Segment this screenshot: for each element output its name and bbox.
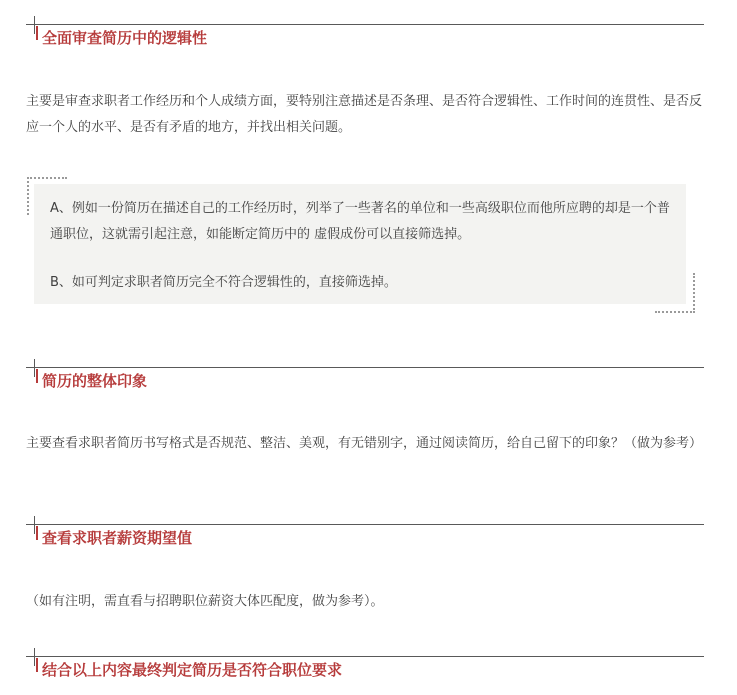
heading-title: 全面审查简历中的逻辑性 [42,29,208,47]
heading-accent-bar [36,526,38,540]
quote-box [34,184,686,304]
quote-item-b: B、如可判定求职者简历完全不符合逻辑性的，直接筛选掉。 [50,275,397,290]
heading-accent-bar [36,369,38,383]
heading-cross-mark [34,16,35,34]
heading-divider [26,656,704,657]
section-heading-conclusion [26,648,704,678]
heading-cross-mark [34,516,35,534]
section-heading-salary [26,516,704,546]
heading-accent-bar [36,658,38,672]
quote-item-a: A、例如一份简历在描述自己的工作经历时，列举了一些著名的单位和一些高级职位而他所应聘的却是一个普通职位，这就需引起注意，如能断定简历中的 虚假成份可以直接筛选掉。 [50,201,670,242]
quote-corner-decoration [27,177,29,215]
quote-corner-decoration [693,273,695,313]
heading-title: 简历的整体印象 [42,372,148,390]
heading-cross-mark [34,359,35,377]
section-heading-impression [26,359,704,389]
section-heading-logic [26,16,704,46]
heading-accent-bar [36,26,38,40]
quote-corner-decoration [27,177,67,179]
heading-title: 结合以上内容最终判定简历是否符合职位要求 [42,661,343,679]
heading-title: 查看求职者薪资期望值 [42,529,193,547]
heading-divider [26,24,704,25]
heading-cross-mark [34,648,35,666]
heading-divider [26,367,704,368]
section-body-impression: 主要查看求职者简历书写格式是否规范、整洁、美观，有无错别字，通过阅读简历，给自己留下的印象？（做为参考） [26,436,703,451]
quote-corner-decoration [655,311,695,313]
heading-divider [26,524,704,525]
section-body-salary: （如有注明，需直看与招聘职位薪资大体匹配度，做为参考）。 [26,594,384,609]
section-body-logic: 主要是审查求职者工作经历和个人成绩方面，要特别注意描述是否条理、是否符合逻辑性、工作时间的连贯性、是否反应一个人的水平、是否有矛盾的地方，并找出相关问题。 [26,94,703,135]
